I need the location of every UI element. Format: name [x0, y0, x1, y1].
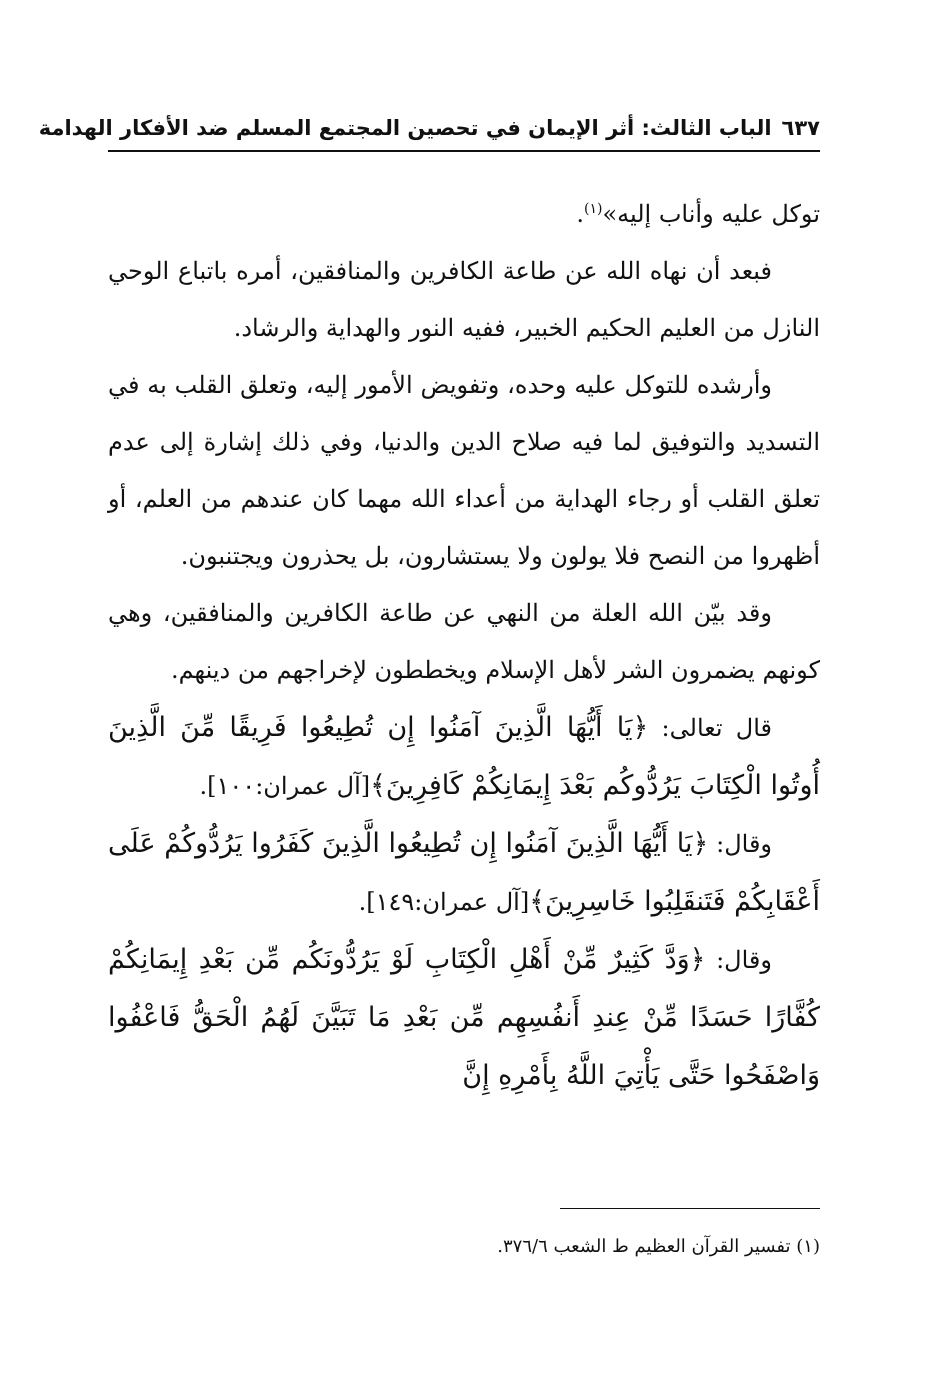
quran-verse: ﴿يَا أَيُّهَا الَّذِينَ آمَنُوا إِن تُطِيعُوا الَّذِينَ كَفَرُوا يَرُدُّوكُمْ عَلَى أَعْقَابِكُمْ فَتَنقَلِبُوا خَاسِرِينَ﴾	[108, 828, 820, 917]
paragraph-reason: وقد بيّن الله العلة من النهي عن طاعة الكافرين والمنافقين، وهي كونهم يضمرون الشر لأهل الإسلام ويخططون لإخراجهم من دينهم.	[108, 599, 820, 684]
quote-intro: قال تعالى:	[648, 714, 772, 742]
quran-quote-2	[108, 815, 820, 931]
footnote-text: تفسير القرآن العظيم ط الشعب ٣٧٦/٦.	[497, 1236, 791, 1257]
quran-quote-1	[108, 699, 820, 815]
footnote	[108, 1232, 820, 1262]
quran-verse: ﴿يَا أَيُّهَا الَّذِينَ آمَنُوا إِن تُطِيعُوا فَرِيقًا مِّنَ الَّذِينَ أُوتُوا الْكِتَابَ يَرُدُّوكُم بَعْدَ إِيمَانِكُمْ كَافِرِينَ﴾	[108, 712, 820, 801]
paragraph-revelation: فبعد أن نهاه الله عن طاعة الكافرين والمنافقين، أمره باتباع الوحي النازل من العليم الحكيم الخبير، ففيه النور والهداية والرشاد.	[108, 257, 820, 342]
paragraph-text: توكل عليه وأناب إليه»	[602, 200, 820, 228]
running-header	[38, 108, 820, 148]
chapter-title: الباب الثالث: أثر الإيمان في تحصين المجتمع المسلم ضد الأفكار الهدامة	[38, 116, 772, 140]
footnote-reference: (١)	[583, 201, 603, 217]
paragraph-reliance: وأرشده للتوكل عليه وحده، وتفويض الأمور إليه، وتعلق القلب به في التسديد والتوفيق لما فيه صلاح الدين والدنيا، وفي ذلك إشارة إلى عدم تعلق القلب أو رجاء الهداية من أعداء الله مهما كان عندهم من العلم، أو أظهروا من النصح فلا يولون ولا يستشارون، بل يحذرون ويجتنبون.	[108, 371, 821, 570]
verse-reference: [آل عمران:١٠٠].	[199, 772, 371, 800]
paragraph-end: .	[576, 200, 584, 228]
header-divider	[108, 150, 820, 152]
body-text	[108, 186, 820, 1105]
quote-intro: وقال:	[708, 830, 773, 858]
page-number: ٦٣٧	[781, 116, 820, 140]
footnote-number: (١)	[796, 1236, 820, 1257]
footnote-divider	[560, 1208, 820, 1209]
quran-quote-3	[108, 931, 820, 1105]
verse-reference: [آل عمران:١٤٩].	[358, 888, 530, 916]
paragraph-continuation	[108, 186, 820, 243]
quote-intro: وقال:	[705, 946, 772, 974]
quran-verse: ﴿وَدَّ كَثِيرٌ مِّنْ أَهْلِ الْكِتَابِ لَوْ يَرُدُّونَكُم مِّن بَعْدِ إِيمَانِكُمْ كُفَّارًا حَسَدًا مِّنْ عِندِ أَنفُسِهِم مِّن بَعْدِ مَا تَبَيَّنَ لَهُمُ الْحَقُّ فَاعْفُوا وَاصْفَحُوا حَتَّى يَأْتِيَ اللَّهُ بِأَمْرِهِ إِنَّ	[108, 944, 820, 1091]
